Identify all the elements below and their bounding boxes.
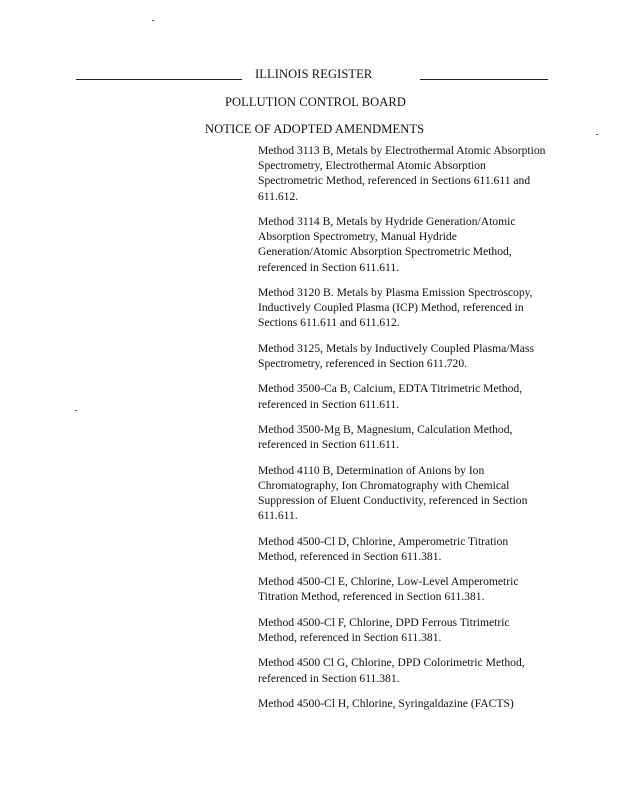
- method-entry-3125: Method 3125, Metals by Inductively Coupled Plasma/Mass Spectrometry, referenced in Section 611.720.: [258, 341, 534, 370]
- method-entry-3113b: Method 3113 B, Metals by Electrothermal Atomic Absorption Spectrometry, Electrothermal Atomic Absorption Spectrometric Method, referenced in Sections 611.611 and 611.612.: [258, 144, 546, 203]
- scan-speck: [75, 410, 77, 411]
- scan-speck: [596, 134, 598, 135]
- scan-speck: [152, 20, 154, 21]
- method-entry-4500-cl-e: Method 4500-Cl E, Chlorine, Low-Level Amperometric Titration Method, referenced in Section 611.381.: [258, 575, 519, 604]
- method-entry-4500-cl-h: Method 4500-Cl H, Chlorine, Syringaldazine (FACTS): [258, 696, 514, 710]
- notice-title: NOTICE OF ADOPTED AMENDMENTS: [205, 122, 425, 136]
- method-list: [258, 143, 548, 721]
- header-rule-middle: [198, 79, 242, 80]
- method-entry-4500-cl-f: Method 4500-Cl F, Chlorine, DPD Ferrous Titrimetric Method, referenced in Section 611.381.: [258, 615, 510, 644]
- method-entry-3120b: Method 3120 B. Metals by Plasma Emission Spectroscopy, Inductively Coupled Plasma (ICP) Method, referenced in Sections 611.611 and 611.612.: [258, 286, 533, 330]
- method-entry-3114b: Method 3114 B, Metals by Hydride Generation/Atomic Absorption Spectrometry, Manual Hydride Generation/Atomic Absorption Spectrometric Method, referenced in Section 611.611.: [258, 215, 516, 274]
- register-title: ILLINOIS REGISTER: [255, 67, 373, 81]
- method-entry-4500-cl-d: Method 4500-Cl D, Chlorine, Amperometric Titration Method, referenced in Section 611.381.: [258, 534, 509, 563]
- method-entry-4110b: Method 4110 B, Determination of Anions by Ion Chromatography, Ion Chromatography with Chemical Suppression of Eluent Conductivity, referenced in Section 611.611.: [258, 463, 528, 523]
- method-entry-4500-cl-g: Method 4500 Cl G, Chlorine, DPD Colorimetric Method, referenced in Section 611.381.: [258, 656, 525, 685]
- board-title: POLLUTION CONTROL BOARD: [225, 95, 406, 109]
- method-entry-3500-ca-b: Method 3500-Ca B, Calcium, EDTA Titrimetric Method, referenced in Section 611.611.: [258, 382, 523, 411]
- method-entry-3500-mg-b: Method 3500-Mg B, Magnesium, Calculation Method, referenced in Section 611.611.: [258, 422, 513, 452]
- header-rule-right: [420, 79, 548, 80]
